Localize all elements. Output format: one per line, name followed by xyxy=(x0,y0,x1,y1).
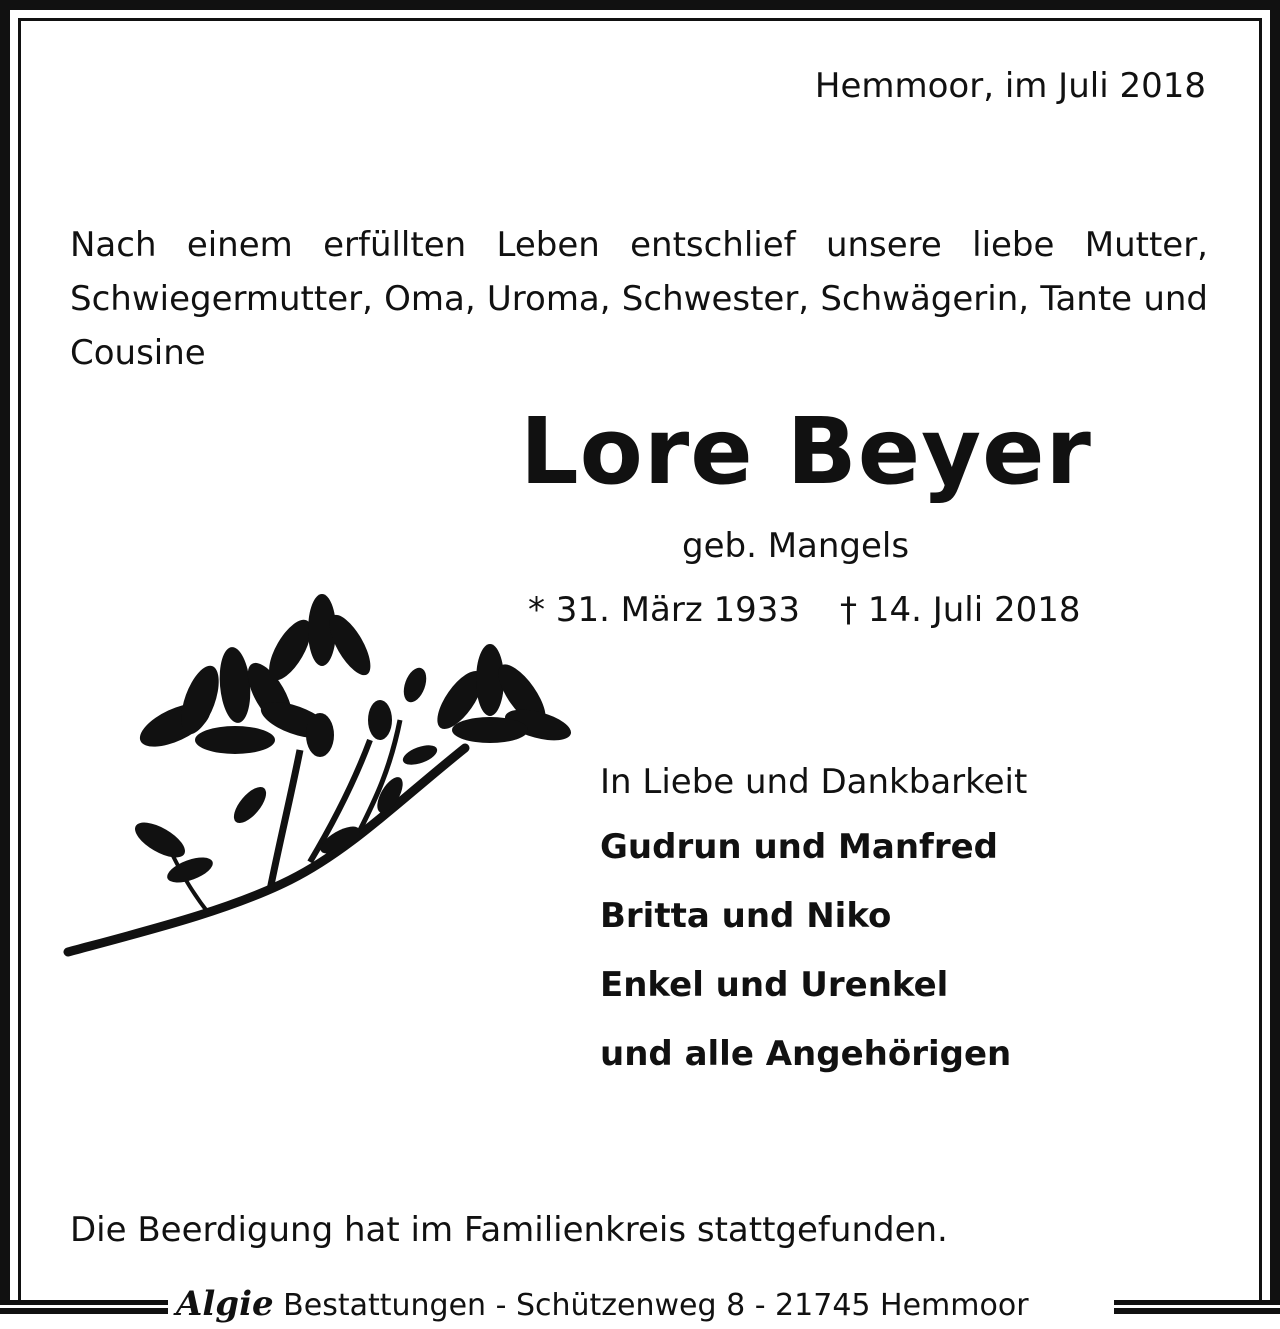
deceased-name: Lore Beyer xyxy=(520,398,1092,505)
burial-note: Die Beerdigung hat im Familienkreis stattgefunden. xyxy=(70,1210,948,1250)
place-date: Hemmoor, im Juli 2018 xyxy=(814,66,1206,106)
intro-text: Nach einem erfüllten Leben entschlief unsere liebe Mutter, Schwiegermutter, Oma, Uroma, Schwester, Schwägerin, Tante und Cousine xyxy=(70,225,1208,373)
undertaker-line xyxy=(170,1284,1035,1324)
maiden-name: geb. Mangels xyxy=(682,526,910,566)
mourners-block xyxy=(600,762,1027,1098)
bottom-rule-left xyxy=(0,1300,168,1314)
undertaker-brand: Algie xyxy=(176,1284,274,1324)
death-date: † 14. Juli 2018 xyxy=(840,590,1081,630)
bottom-rule-right xyxy=(1114,1300,1280,1314)
life-dates xyxy=(528,590,1081,630)
magnolia-branch-icon xyxy=(60,590,580,970)
mourner-name: und alle Angehörigen xyxy=(600,1034,1012,1074)
mourner-name: Gudrun und Manfred xyxy=(600,827,998,867)
birth-date: * 31. März 1933 xyxy=(528,590,801,630)
mourner-name: Britta und Niko xyxy=(600,896,892,936)
mourners-lead: In Liebe und Dankbarkeit xyxy=(600,762,1028,802)
undertaker-address: Bestattungen - Schützenweg 8 - 21745 Hemmoor xyxy=(283,1288,1029,1323)
mourner-name: Enkel und Urenkel xyxy=(600,965,949,1005)
